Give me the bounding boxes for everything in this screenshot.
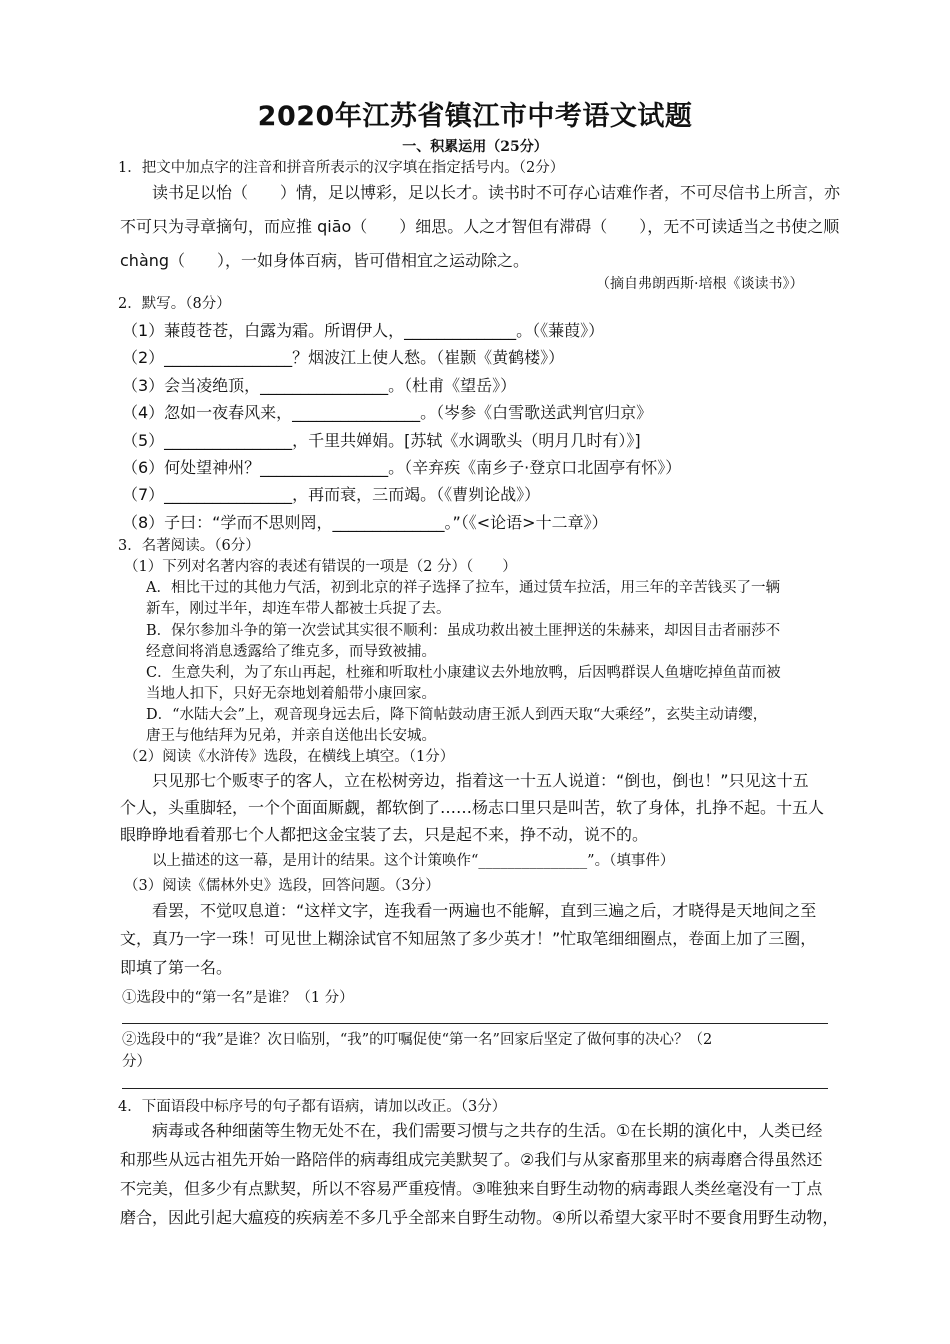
q4-line: 磨合，因此引起大瘟疫的疾病差不多几乎全部来自野生动物。④所以希望大家平时不要食用野生动物， bbox=[120, 1208, 839, 1227]
q2-item: （5）________________，千里共婵娟。[苏轼《水调歌头（明月几时有）》] bbox=[122, 431, 641, 450]
q3-option: B．保尔参加斗争的第一次尝试其实很不顺利：虽成功救出被土匪押送的朱赫来，却因目击者丽莎不 bbox=[146, 623, 781, 639]
q4-stem: 4．下面语段中标序号的句子都有语病，请加以改正。（3分） bbox=[118, 1099, 507, 1115]
q2-item: （3）会当凌绝顶，________________。（杜甫《望岳》） bbox=[122, 376, 517, 395]
q1-source: （摘自弗朗西斯·培根《谈读书》） bbox=[596, 276, 804, 292]
q3-passage: 即填了第一名。 bbox=[120, 958, 233, 977]
q2-item: （8）子曰：“学而不思则罔，______________。”（《<论语>十二章》） bbox=[122, 513, 608, 532]
q4-line: 病毒或各种细菌等生物无处不在，我们需要习惯与之共存的生活。①在长期的演化中，人类已经 bbox=[152, 1121, 823, 1140]
q3-option: 新车，刚过半年，却连车带人都被士兵捉了去。 bbox=[146, 601, 451, 617]
section-heading: 一、积累运用（25分） bbox=[402, 139, 548, 155]
q3-option: 当地人扣下，只好无奈地划着船带小康回家。 bbox=[146, 686, 436, 702]
q2-item: （1）蒹葭苍苍，白露为霜。所谓伊人，______________。（《蒹葭》） bbox=[122, 321, 605, 340]
q2-item: （7）________________，再而衰，三而竭。（《曹刿论战》） bbox=[122, 485, 541, 504]
q3-option: 唐王与他结拜为兄弟，并亲自送他出长安城。 bbox=[146, 728, 436, 744]
q3-passage: 眼睁睁地看着那七个人都把这金宝装了去，只是起不来，挣不动，说不的。 bbox=[120, 825, 649, 844]
answer-line bbox=[122, 1023, 828, 1024]
q1-stem: 1．把文中加点字的注音和拼音所表示的汉字填在指定括号内。（2分） bbox=[118, 160, 565, 176]
q3-question-b-cont: 分） bbox=[122, 1054, 151, 1070]
q3-option: D．“水陆大会”上，观音现身远去后，降下简帖鼓动唐王派人到西天取“大乘经”，玄奘主动请缨， bbox=[146, 707, 768, 723]
q1-line: 读书足以怡（ ）情，足以博彩，足以长才。读书时不可存心诘难作者，不可尽信书上所言，亦 bbox=[152, 183, 841, 202]
q3-fill-blank: 以上描述的这一幕，是用计的结果。这个计策唤作“_______________”。（填事件） bbox=[152, 853, 675, 869]
q3-sub3: （3）阅读《儒林外史》选段，回答问题。（3分） bbox=[124, 878, 440, 894]
q3-passage: 只见那七个贩枣子的客人，立在松树旁边，指着这一十五人说道：“倒也，倒也！”只见这十五 bbox=[152, 771, 809, 790]
q3-option: C．生意失利，为了东山再起，杜雍和听取杜小康建议去外地放鸭，后因鸭群误人鱼塘吃掉鱼苗而被 bbox=[146, 665, 781, 681]
q3-question-b: ②选段中的“我”是谁？次日临别，“我”的叮嘱促使“第一名”回家后坚定了做何事的决心？（2 bbox=[122, 1032, 713, 1048]
q1-line: chàng（ ），一如身体百病，皆可借相宜之运动除之。 bbox=[120, 251, 530, 270]
q3-passage: 个人，头重脚轻，一个个面面厮觑，都软倒了……杨志口里只是叫苦，软了身体，扎挣不起。十五人 bbox=[120, 798, 825, 817]
q3-option: 经意间将消息透露给了维克多，而导致被捕。 bbox=[146, 644, 436, 660]
q3-passage: 文，真乃一字一珠！可见世上糊涂试官不知屈煞了多少英才！”忙取笔细细圈点，卷面上加了三圈， bbox=[120, 929, 817, 948]
q3-stem: 3．名著阅读。（6分） bbox=[118, 538, 260, 554]
q2-stem: 2．默写。（8分） bbox=[118, 296, 231, 312]
q3-passage: 看罢，不觉叹息道：“这样文字，连我看一两遍也不能解，直到三遍之后，才晓得是天地间之至 bbox=[152, 901, 817, 920]
q3-sub2: （2）阅读《水浒传》选段，在横线上填空。（1分） bbox=[124, 749, 455, 765]
q2-item: （4）忽如一夜春风来，________________。（岑参《白雪歌送武判官归京》 bbox=[122, 403, 653, 422]
page-title: 2020年江苏省镇江市中考语文试题 bbox=[257, 101, 693, 132]
q3-sub1: （1）下列对名著内容的表述有错误的一项是（2 分）（ ） bbox=[124, 559, 517, 575]
q4-line: 和那些从远古祖先开始一路陪伴的病毒组成完美默契了。②我们与从家畜那里来的病毒磨合得虽然还 bbox=[120, 1150, 823, 1169]
q2-item: （2）________________？烟波江上使人愁。（崔颢《黄鹤楼》） bbox=[122, 348, 565, 367]
q4-line: 不完美，但多少有点默契，所以不容易严重疫情。③唯独来自野生动物的病毒跟人类丝毫没有一丁点 bbox=[120, 1179, 823, 1198]
q3-question-a: ①选段中的“第一名”是谁？（1 分） bbox=[122, 990, 354, 1006]
q3-option: A．相比干过的其他力气活，初到北京的祥子选择了拉车，通过赁车拉活，用三年的辛苦钱买了一辆 bbox=[146, 580, 780, 596]
q1-line: 不可只为寻章摘句，而应推 qiāo（ ）细思。人之才智但有滞碍（ ），无不可读适当之书使之顺 bbox=[120, 217, 840, 236]
q2-item: （6）何处望神州？________________。（辛弃疾《南乡子·登京口北固亭有怀》） bbox=[122, 458, 682, 477]
answer-line bbox=[122, 1088, 828, 1089]
